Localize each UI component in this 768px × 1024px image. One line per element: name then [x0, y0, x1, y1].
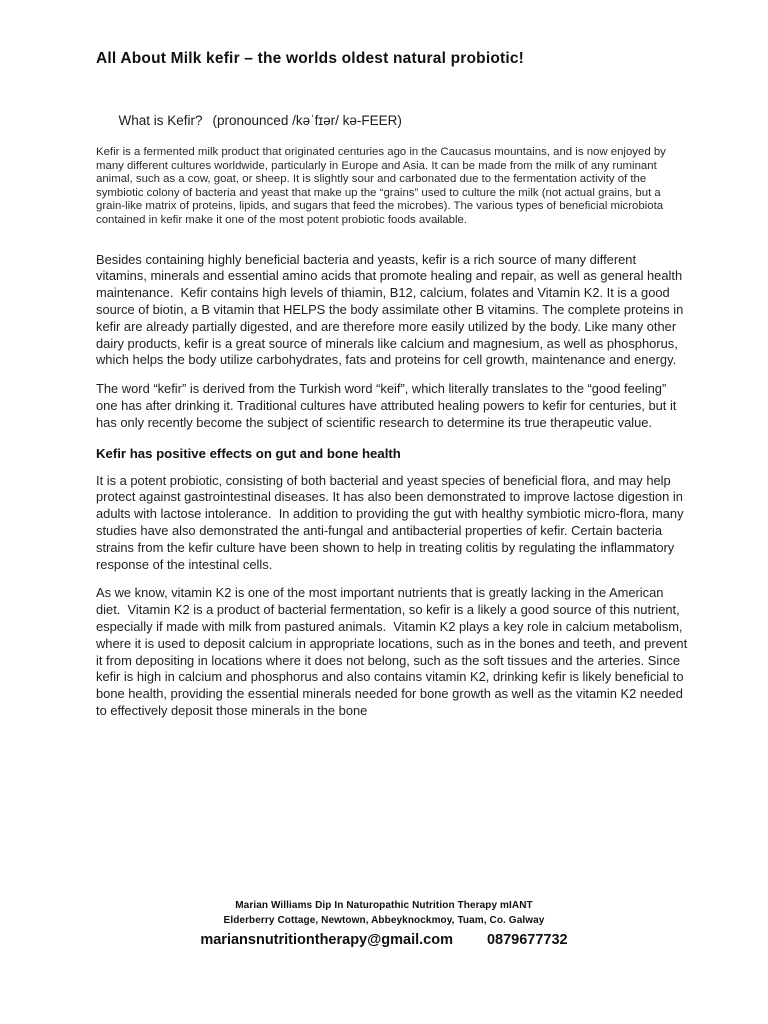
paragraph-benefits: Besides containing highly beneficial bacteria and yeasts, kefir is a rich source of many different vitamins, minerals and essential amino acids that promote healing and repair, as well as general health maintenance. Kefir contains high levels of thiamin, B12, calcium, folates and Vitamin K2. It is a good source of biotin, a B vitamin that HELPS the body assimilate other B vitamins. The complete proteins in kefir are already partially digested, and are therefore more easily utilized by the body. Like many other dairy products, kefir is a great source of minerals like calcium and magnesium, as well as phosphorus, which helps the body utilize carbohydrates, fats and proteins for cell growth, maintenance and energy. [96, 251, 687, 368]
document-content [96, 50, 691, 732]
paragraph-etymology: The word “kefir” is derived from the Turkish word “keif”, which literally translates to the “good feeling” one has after drinking it. Traditional cultures have attributed healing powers to kefir for centuries, but it has only recently become the subject of scientific research to determine its true therapeutic value. [96, 381, 680, 430]
footer-phone: 0879677732 [486, 932, 568, 948]
paragraph-probiotic-gut: It is a potent probiotic, consisting of both bacterial and yeast species of beneficial flora, and may help protect against gastrointestinal diseases. It has also been demonstrated to improve lactose digestion in adults with lactose intolerance. In addition to providing the gut with healthy symbiotic micro-flora, many studies have also demonstrated the anti-fungal and antibacterial properties of kefir. Certain bacteria strains from the kefir culture have been shown to help in treating colitis by regulating the inflammatory response of the intestinal cells. [96, 472, 688, 572]
intro-question: What is Kefir? [118, 113, 203, 128]
document-title: All About Milk kefir – the worlds oldest natural probiotic! [96, 50, 525, 67]
intro-pronunciation: (pronounced /kəˈfɪər/ kə-FEER) [212, 113, 402, 128]
footer-contact [0, 930, 768, 950]
footer-email: mariansnutritiontherapy@gmail.com [200, 932, 453, 948]
document-footer [0, 898, 768, 950]
footer-author: Marian Williams Dip In Naturopathic Nutrition Therapy mIANT [235, 900, 533, 911]
intro-paragraph: Kefir is a fermented milk product that originated centuries ago in the Caucasus mountains, and is now enjoyed by many different cultures worldwide, particularly in Europe and Asia. It can be made from the milk of any ruminant animal, such as a cow, goat, or sheep. It is slightly sour and carbonated due to the fermentation activity of the symbiotic colony of bacteria and yeast that make up the “grains” used to culture the milk (not actual grains, but a grain-like matrix of proteins, lipids, and sugars that feed the microbes). The various types of beneficial microbiota contained in kefir make it one of the most potent probiotic foods available. [96, 146, 670, 226]
footer-address: Elderberry Cottage, Newtown, Abbeyknockmoy, Tuam, Co. Galway [223, 915, 545, 926]
section-heading-gut-bone-health: Kefir has positive effects on gut and bone health [96, 445, 401, 461]
intro-row [96, 98, 688, 143]
paragraph-vitamin-k2-bone: As we know, vitamin K2 is one of the most important nutrients that is greatly lacking in the American diet. Vitamin K2 is a product of bacterial fermentation, so kefir is a likely a good source of this nutrient, especially if made with milk from pastured animals. Vitamin K2 plays a key role in calcium metabolism, where it is used to deposit calcium in appropriate locations, such as in the bones and teeth, and prevent it from depositing in locations where it does not belong, such as the soft tissues and the arteries. Since kefir is high in calcium and phosphorus and also contains vitamin K2, drinking kefir is likely beneficial to bone health, providing the essential minerals needed for bone growth as well as the vitamin K2 needed to effectively deposit those minerals in the bone [96, 585, 691, 718]
